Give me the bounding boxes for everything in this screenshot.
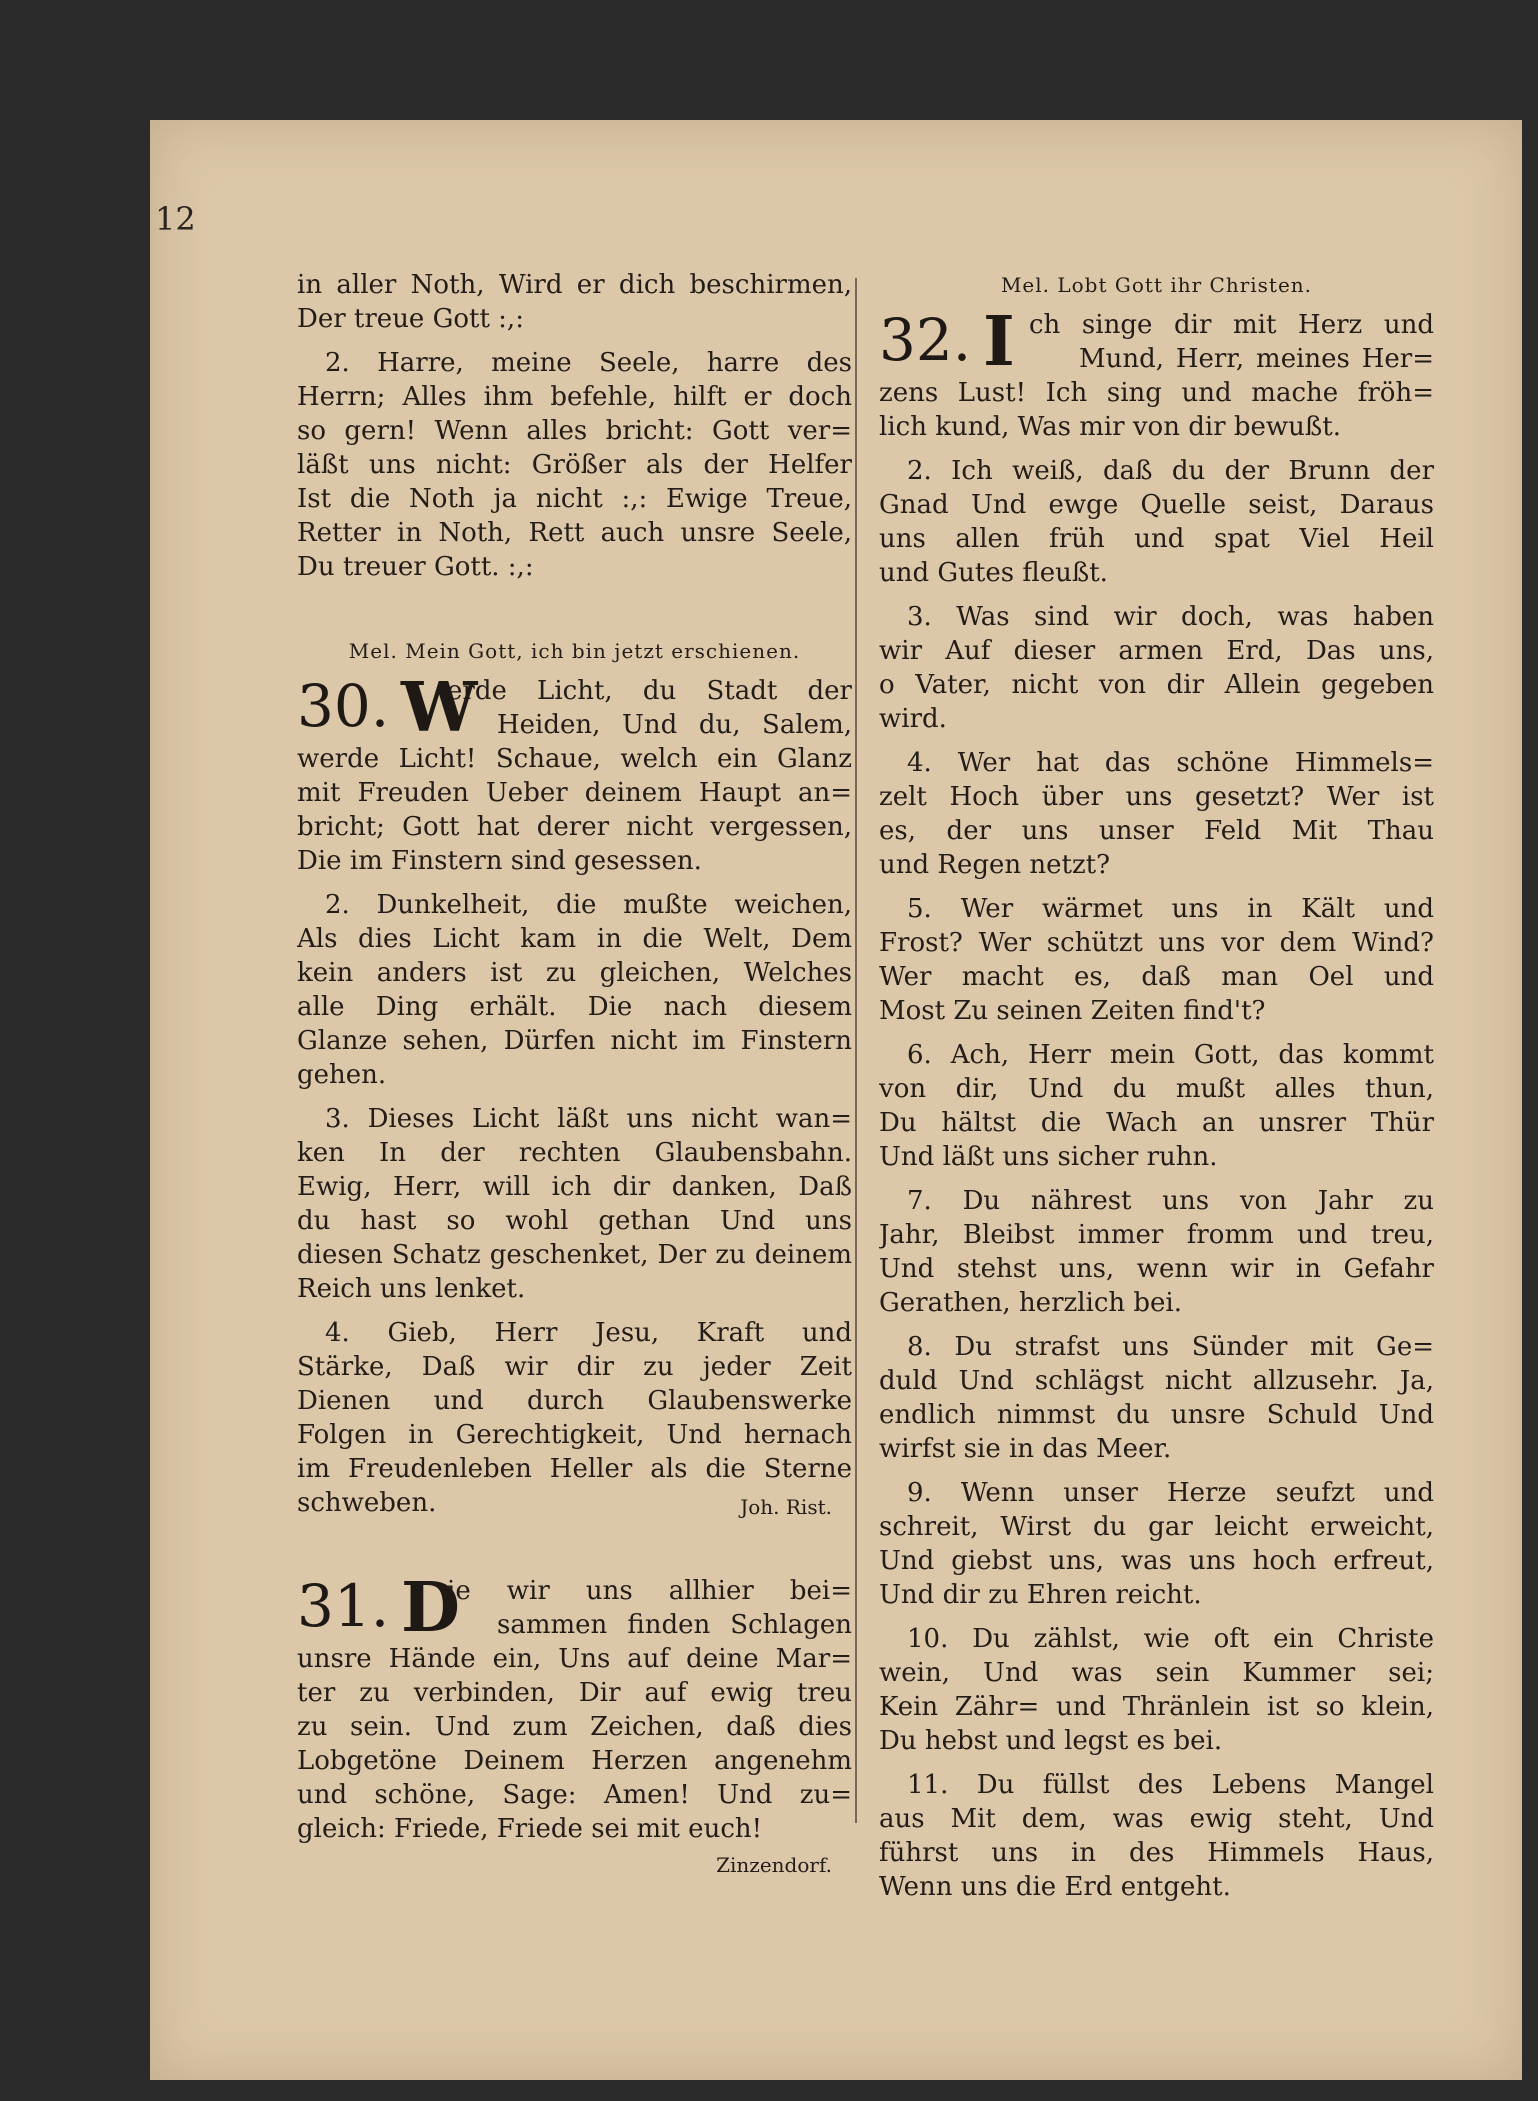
column-divider	[855, 278, 857, 1823]
hymn-header	[297, 1568, 852, 1648]
text-line: und schöne, Sage: Amen! Und zu=	[297, 1780, 852, 1810]
text-line: Mund, Herr, meines Her=	[1079, 344, 1434, 374]
text-line: in aller Noth, Wird er dich beschirmen,	[297, 270, 852, 300]
text-line: unsre Hände ein, Uns auf deine Mar=	[297, 1644, 852, 1674]
hymn-header	[297, 668, 852, 748]
stanza	[879, 1038, 1434, 1174]
page-number: 12	[155, 200, 196, 238]
text-line: und Gutes fleußt.	[879, 558, 1108, 588]
text-line: duld Und schlägst nicht allzusehr. Ja,	[879, 1366, 1434, 1396]
stanza	[879, 376, 1434, 444]
text-line: ter zu verbinden, Dir auf ewig treu	[297, 1678, 852, 1708]
stanza	[879, 1768, 1434, 1904]
text-line: 2. Ich weiß, daß du der Brunn der	[907, 456, 1434, 486]
text-line: Du treuer Gott. :,:	[297, 552, 534, 582]
text-line: und Regen netzt?	[879, 850, 1111, 880]
text-line: wein, Und was sein Kummer sei;	[879, 1658, 1434, 1688]
stanza	[879, 1476, 1434, 1612]
text-line: Ist die Noth ja nicht :,: Ewige Treue,	[297, 484, 852, 514]
hymn-author: Zinzendorf.	[716, 1853, 832, 1877]
stanza	[297, 1316, 852, 1524]
text-line: Stärke, Daß wir dir zu jeder Zeit	[297, 1352, 852, 1382]
stanza	[297, 888, 852, 1092]
text-line: im Freudenleben Heller als die Sterne	[297, 1454, 852, 1484]
text-line: Retter in Noth, Rett auch unsre Seele,	[297, 518, 852, 548]
text-line: diesen Schatz geschenket, Der zu deinem	[297, 1240, 852, 1270]
text-line: lich kund, Was mir von dir bewußt.	[879, 412, 1341, 442]
stanza	[297, 346, 852, 584]
text-line: von dir, Und du mußt alles thun,	[879, 1074, 1434, 1104]
text-line: 5. Wer wärmet uns in Kält und	[907, 894, 1434, 924]
text-line: aus Mit dem, was ewig steht, Und	[879, 1804, 1434, 1834]
text-line: 10. Du zählst, wie oft ein Christe	[907, 1624, 1434, 1654]
text-line: Ewig, Herr, will ich dir danken, Daß	[297, 1172, 852, 1202]
text-line: Wenn uns die Erd entgeht.	[879, 1872, 1231, 1902]
text-line: Wer macht es, daß man Oel und	[879, 962, 1434, 992]
stanza	[879, 1184, 1434, 1320]
stanza	[879, 892, 1434, 1028]
text-line: 2. Dunkelheit, die mußte weichen,	[325, 890, 852, 920]
stanza	[297, 1102, 852, 1306]
stanza	[879, 1622, 1434, 1758]
stanza	[879, 746, 1434, 882]
stanza	[879, 1330, 1434, 1466]
text-line: läßt uns nicht: Größer als der Helfer	[297, 450, 852, 480]
text-line: endlich nimmst du unsre Schuld Und	[879, 1400, 1434, 1430]
melody-note: Mel. Mein Gott, ich bin jetzt erschienen.	[348, 639, 801, 663]
text-line: Und giebst uns, was uns hoch erfreut,	[879, 1546, 1434, 1576]
text-line: Und dir zu Ehren reicht.	[879, 1580, 1202, 1610]
text-line: Du hältst die Wach an unsrer Thür	[879, 1108, 1434, 1138]
stanza	[879, 454, 1434, 590]
left-column	[297, 268, 852, 1892]
text-line: uns allen früh und spat Viel Heil	[879, 524, 1434, 554]
text-line: werde Licht! Schaue, welch ein Glanz	[297, 744, 852, 774]
text-line: es, der uns unser Feld Mit Thau	[879, 816, 1434, 846]
text-line: Lobgetöne Deinem Herzen angenehm	[297, 1746, 852, 1776]
text-line: bricht; Gott hat derer nicht vergessen,	[297, 812, 852, 842]
text-line: 8. Du strafst uns Sünder mit Ge=	[907, 1332, 1434, 1362]
text-line: 7. Du nährest uns von Jahr zu	[907, 1186, 1434, 1216]
text-line: Herrn; Alles ihm befehle, hilft er doch	[297, 382, 852, 412]
text-line: Folgen in Gerechtigkeit, Und hernach	[297, 1420, 852, 1450]
text-line: schweben.	[297, 1488, 437, 1518]
text-line: 2. Harre, meine Seele, harre des	[325, 348, 852, 378]
text-line: Die im Finstern sind gesessen.	[297, 846, 702, 876]
stanza	[879, 600, 1434, 736]
text-line: o Vater, nicht von dir Allein gegeben	[879, 670, 1434, 700]
text-line: Du hebst und legst es bei.	[879, 1726, 1223, 1756]
text-line: 4. Wer hat das schöne Himmels=	[907, 748, 1434, 778]
text-line: wir Auf dieser armen Erd, Das uns,	[879, 636, 1434, 666]
hymn-author: Joh. Rist.	[740, 1495, 832, 1519]
text-line: so gern! Wenn alles bricht: Gott ver=	[297, 416, 852, 446]
text-line: sammen finden Schlagen	[497, 1610, 852, 1640]
text-line: du hast so wohl gethan Und uns	[297, 1206, 852, 1236]
hymn-number: 31.	[297, 1572, 390, 1640]
text-line: ken In der rechten Glaubensbahn.	[297, 1138, 852, 1168]
text-line: gleich: Friede, Friede sei mit euch!	[297, 1814, 763, 1844]
text-line: gehen.	[297, 1060, 387, 1090]
text-line: wirfst sie in das Meer.	[879, 1434, 1172, 1464]
text-line: Kein Zähr= und Thränlein ist so klein,	[879, 1692, 1434, 1722]
text-line: Und läßt uns sicher ruhn.	[879, 1142, 1218, 1172]
text-line: Frost? Wer schützt uns vor dem Wind?	[879, 928, 1434, 958]
text-line: zelt Hoch über uns gesetzt? Wer ist	[879, 782, 1434, 812]
drop-cap: I	[983, 302, 1015, 382]
text-line: ie wir uns allhier bei=	[447, 1576, 852, 1606]
text-line: Jahr, Bleibst immer fromm und treu,	[879, 1220, 1434, 1250]
text-line: 9. Wenn unser Herze seufzt und	[907, 1478, 1434, 1508]
text-line: ch singe dir mit Herz und	[1029, 310, 1434, 340]
text-line: 11. Du füllst des Lebens Mangel	[907, 1770, 1434, 1800]
text-line: schreit, Wirst du gar leicht erweicht,	[879, 1512, 1434, 1542]
continuation-stanza	[297, 268, 852, 336]
stanza	[297, 1642, 852, 1882]
drop-cap: W	[401, 668, 478, 748]
text-line: Und stehst uns, wenn wir in Gefahr	[879, 1254, 1434, 1284]
text-line: mit Freuden Ueber deinem Haupt an=	[297, 778, 852, 808]
text-line: Glanze sehen, Dürfen nicht im Finstern	[297, 1026, 852, 1056]
text-line: 4. Gieb, Herr Jesu, Kraft und	[325, 1318, 852, 1348]
text-line: Dienen und durch Glaubenswerke	[297, 1386, 852, 1416]
hymn-number: 30.	[297, 672, 390, 740]
hymn-header	[879, 302, 1434, 382]
text-line: 3. Dieses Licht läßt uns nicht wan=	[325, 1104, 852, 1134]
text-line: erde Licht, du Stadt der	[447, 676, 852, 706]
text-line: alle Ding erhält. Die nach diesem	[297, 992, 852, 1022]
stanza	[297, 742, 852, 878]
melody-note: Mel. Lobt Gott ihr Christen.	[1000, 273, 1313, 297]
text-line: Heiden, Und du, Salem,	[497, 710, 852, 740]
hymn-number: 32.	[879, 306, 972, 374]
text-line: Reich uns lenket.	[297, 1274, 526, 1304]
text-line: führst uns in des Himmels Haus,	[879, 1838, 1434, 1868]
text-line: 6. Ach, Herr mein Gott, das kommt	[907, 1040, 1434, 1070]
drop-cap: D	[401, 1568, 460, 1648]
text-line: zens Lust! Ich sing und mache fröh=	[879, 378, 1434, 408]
text-line: wird.	[879, 704, 947, 734]
text-line: kein anders ist zu gleichen, Welches	[297, 958, 852, 988]
text-line: Gerathen, herzlich bei.	[879, 1288, 1183, 1318]
right-column	[879, 268, 1434, 1914]
text-line: 3. Was sind wir doch, was haben	[907, 602, 1434, 632]
text-line: Most Zu seinen Zeiten find't?	[879, 996, 1266, 1026]
text-line: zu sein. Und zum Zeichen, daß dies	[297, 1712, 852, 1742]
text-line: Gnad Und ewge Quelle seist, Daraus	[879, 490, 1434, 520]
text-line: Der treue Gott :,:	[297, 304, 524, 334]
text-line: Als dies Licht kam in die Welt, Dem	[297, 924, 852, 954]
